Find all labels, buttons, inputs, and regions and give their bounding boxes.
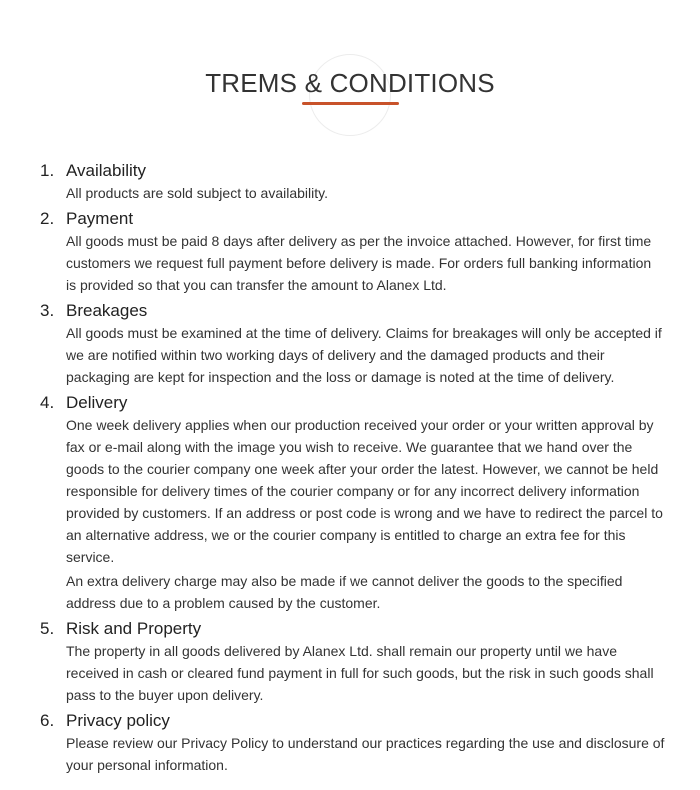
term-number: 4. [40, 393, 55, 412]
term-number: 3. [40, 301, 55, 320]
title-underline [302, 102, 399, 105]
term-heading-risk-and-property: Risk and Property [66, 619, 202, 638]
term-text-risk-and-property: The property in all goods delivered by Alanex Ltd. shall remain our property until we have received in cash or cleared fund payment in full for such goods, but the risk in such goods shall pass to the buyer upon delivery. [66, 643, 654, 703]
term-text-delivery-extra: An extra delivery charge may also be made if we cannot deliver the goods to the specified address due to a problem caused by the customer. [66, 573, 623, 611]
term-heading-payment: Payment [66, 209, 134, 228]
term-text-breakages: All goods must be examined at the time of delivery. Claims for breakages will only be accepted if we are notified within two working days of delivery and the damaged products and their packaging are kept for inspection and the loss or damage is noted at the time of delivery. [66, 325, 662, 385]
term-number: 6. [40, 711, 55, 730]
term-heading-availability: Availability [66, 161, 147, 180]
term-heading-breakages: Breakages [66, 301, 148, 320]
term-risk-and-property [40, 618, 665, 706]
term-heading-delivery: Delivery [66, 393, 128, 412]
term-text-payment: All goods must be paid 8 days after delivery as per the invoice attached. However, for first time customers we request full payment before delivery is made. For orders full banking information is provided so that you can transfer the amount to Alanex Ltd. [66, 233, 652, 293]
term-heading-privacy-policy: Privacy policy [66, 711, 170, 730]
term-breakages [40, 300, 665, 388]
term-text-privacy-policy: Please review our Privacy Policy to understand our practices regarding the use and disclosure of your personal information. [66, 735, 665, 773]
term-text-availability: All products are sold subject to availability. [66, 185, 328, 201]
term-delivery [40, 392, 665, 614]
term-availability [40, 160, 665, 204]
term-number: 5. [40, 619, 55, 638]
page-header [0, 0, 700, 140]
term-privacy-policy [40, 710, 665, 776]
term-number: 1. [40, 161, 55, 180]
term-text-delivery: One week delivery applies when our production received your order or your written approval by fax or e-mail along with the image you wish to receive. We guarantee that we hand over the goods to the courier company one week after your order the latest. However, we cannot be held responsible for delivery times of the courier company or for any incorrect delivery information provided by customers. If an address or post code is wrong and we have to redirect the parcel to an alternative address, we or the courier company is entitled to charge an extra fee for this service. [66, 417, 663, 565]
term-number: 2. [40, 209, 55, 228]
term-payment [40, 208, 665, 296]
terms-list [40, 160, 665, 780]
page-title: TREMS & CONDITIONS [205, 68, 495, 98]
